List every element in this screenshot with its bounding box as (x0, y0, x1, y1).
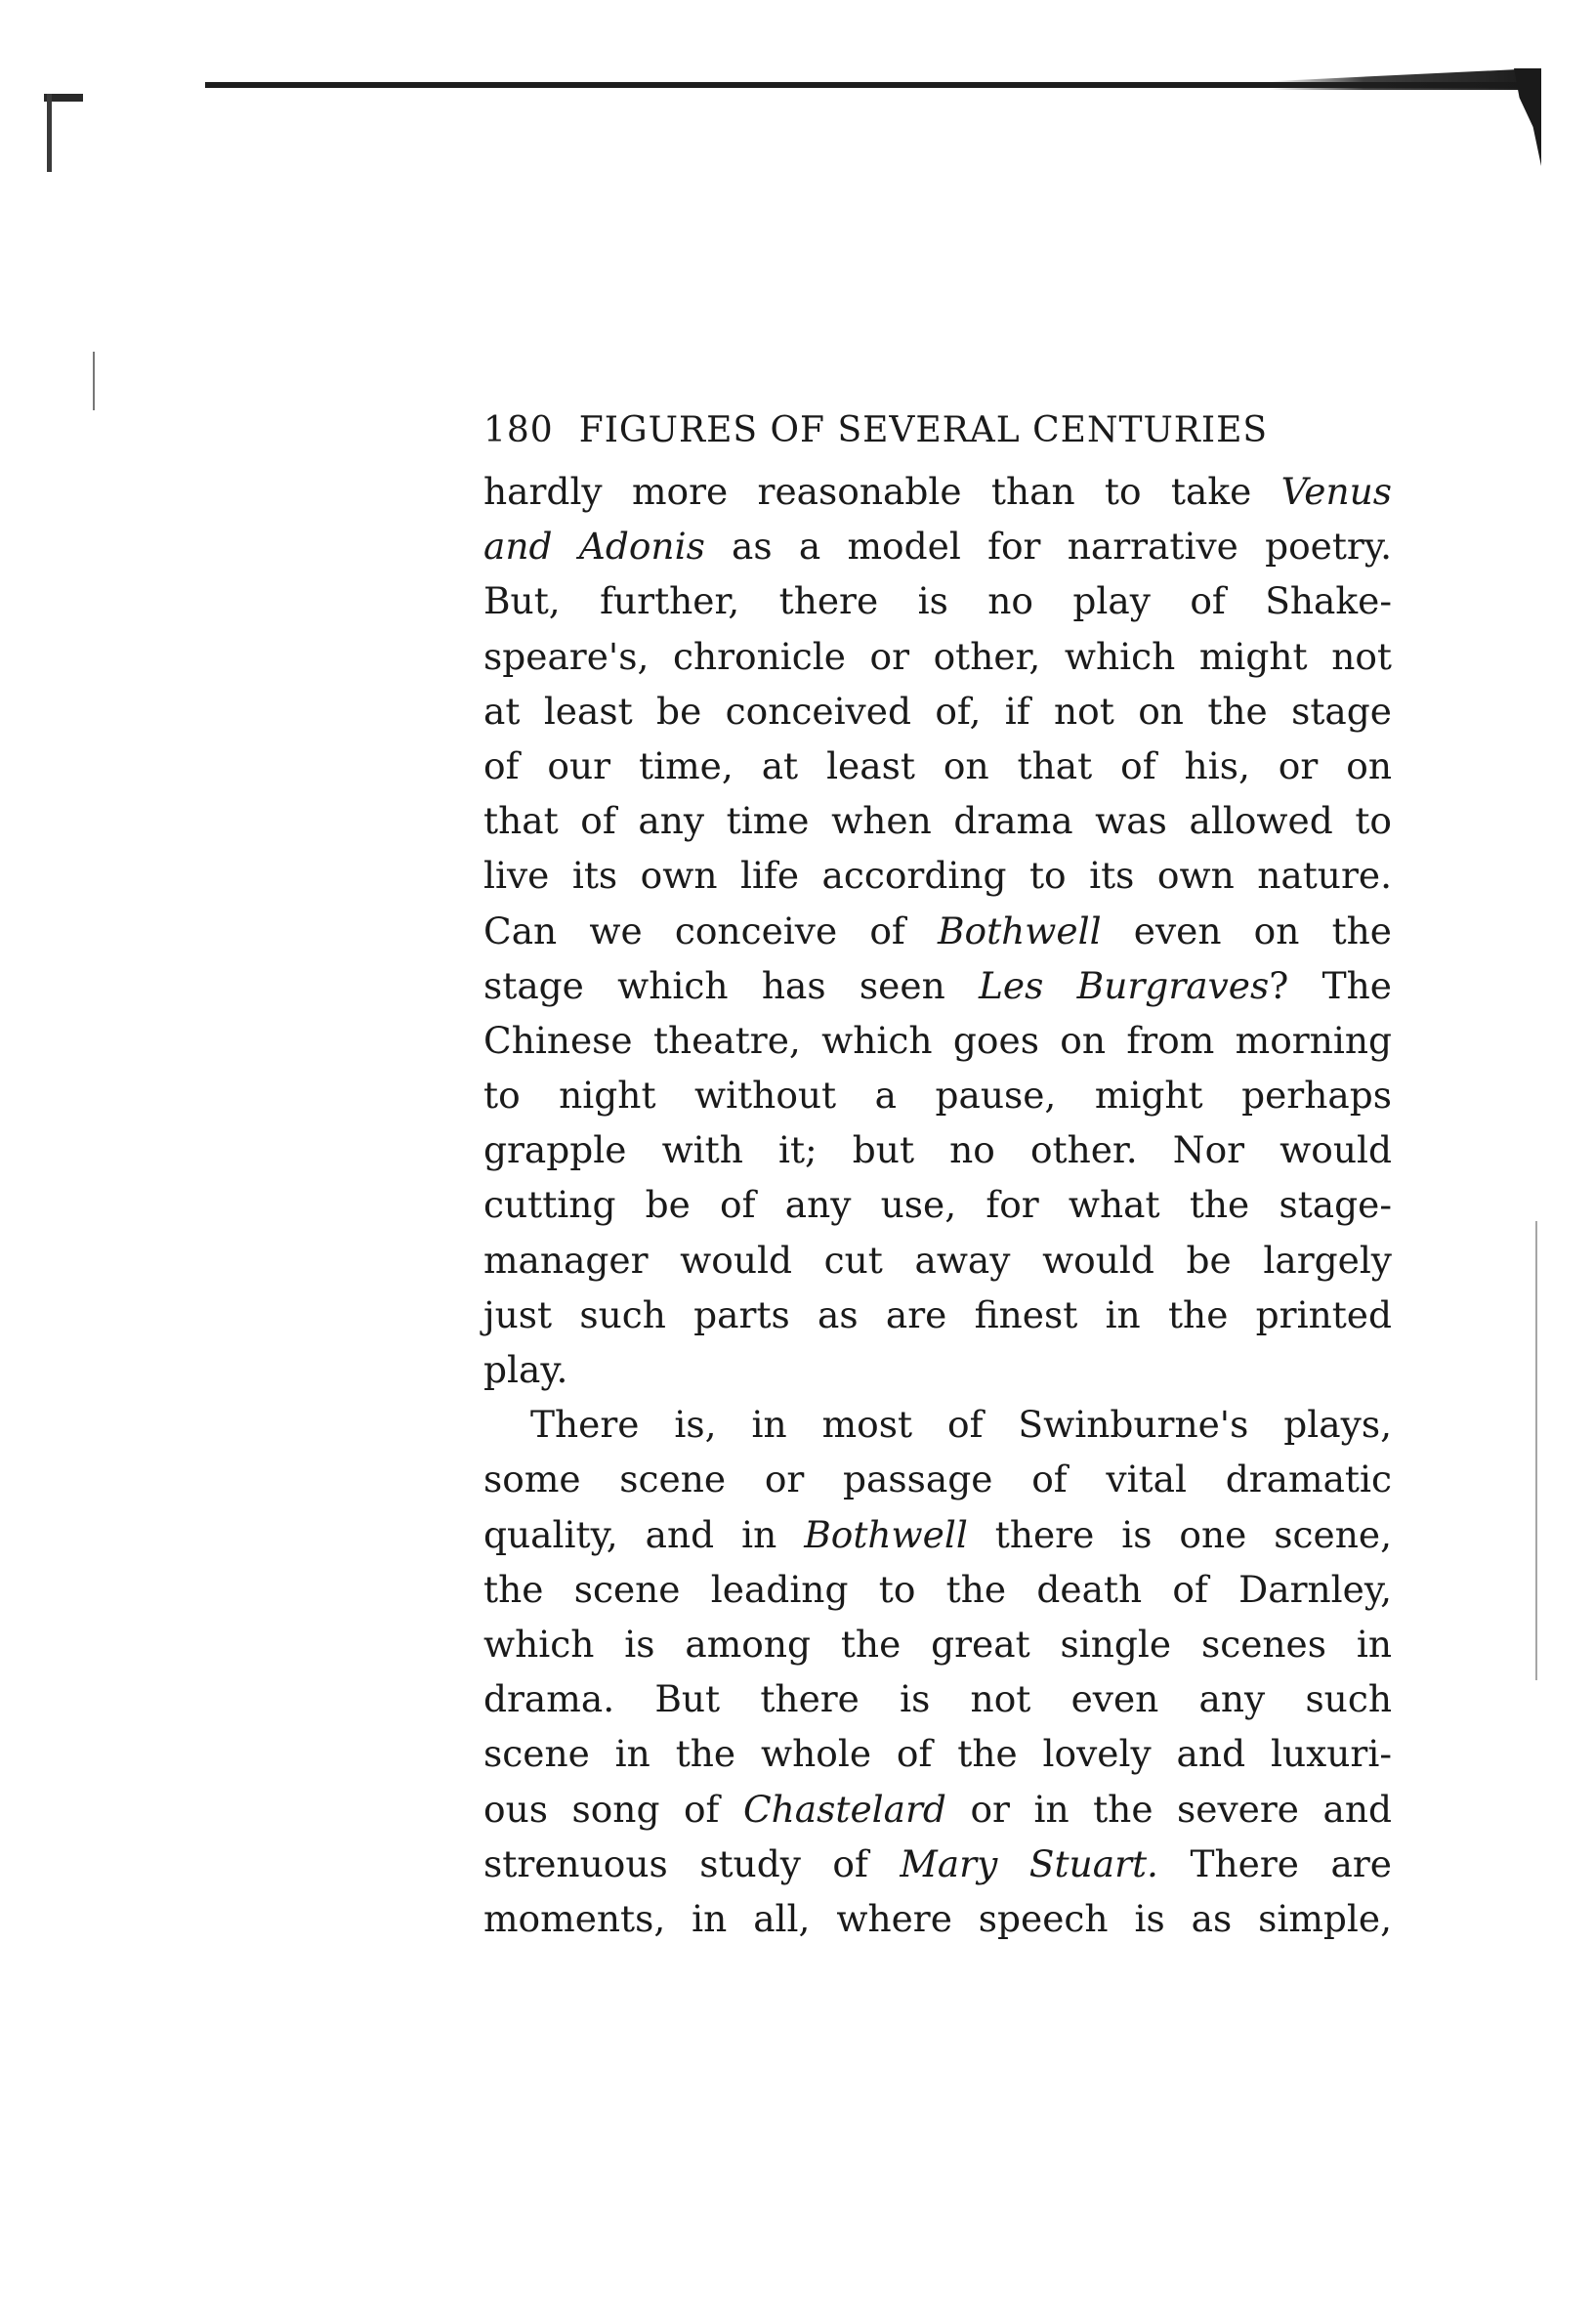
running-title: FIGURES OF SEVERAL CENTURIES (578, 410, 1269, 450)
text-line: some scene or passage of vital dramatic (483, 1458, 1392, 1501)
page-number: 180 (483, 410, 554, 450)
text-line: Can we conceive of Bothwell even on the (483, 908, 1392, 952)
text-line: scene in the whole of the lovely and luxuri- (483, 1732, 1392, 1776)
text-line: speare's, chronicle or other, which might not (483, 634, 1392, 678)
text-line: to night without a pause, might perhaps (483, 1074, 1392, 1118)
running-head (483, 410, 1392, 450)
text-line: at least be conceived of, if not on the stage (483, 689, 1392, 733)
text-line: strenuous study of Mary Stuart. There are (483, 1841, 1392, 1885)
scan-left-mark-vertical (47, 94, 52, 172)
text-line: drama. But there is not even any such (483, 1677, 1392, 1721)
text-line: Chinese theatre, which goes on from morning (483, 1018, 1392, 1062)
scan-right-margin-line (1535, 1221, 1537, 1680)
text-line: moments, in all, where speech is as simple, (483, 1896, 1392, 1940)
text-line: ous song of Chastelard or in the severe and (483, 1787, 1392, 1831)
text-line: cutting be of any use, for what the stage- (483, 1183, 1392, 1227)
text-line: quality, and in Bothwell there is one scene, (483, 1512, 1392, 1556)
text-line: and Adonis as a model for narrative poetry. (483, 525, 1392, 569)
scan-top-rule-shadow (1270, 68, 1538, 90)
scan-page-curl (1514, 68, 1541, 166)
text-line: play. (483, 1348, 568, 1391)
scan-left-tick (93, 352, 95, 410)
body-text (483, 464, 1392, 1946)
text-line: manager would cut away would be largely (483, 1238, 1392, 1282)
book-page (483, 410, 1392, 1946)
text-line: stage which has seen Les Burgraves? The (483, 963, 1393, 1007)
text-line: hardly more reasonable than to take Venus (483, 470, 1392, 513)
text-line: There is, in most of Swinburne's plays, (530, 1403, 1392, 1447)
text-line: live its own life according to its own nature. (483, 854, 1392, 898)
text-line: But, further, there is no play of Shake- (483, 579, 1392, 623)
text-line: of our time, at least on that of his, or on (483, 743, 1392, 787)
text-line: the scene leading to the death of Darnley, (483, 1567, 1392, 1611)
text-line: that of any time when drama was allowed to (483, 799, 1392, 843)
text-line: which is among the great single scenes in (483, 1622, 1392, 1666)
text-line: just such parts as are finest in the printed (483, 1292, 1392, 1336)
text-line: grapple with it; but no other. Nor would (483, 1128, 1392, 1172)
